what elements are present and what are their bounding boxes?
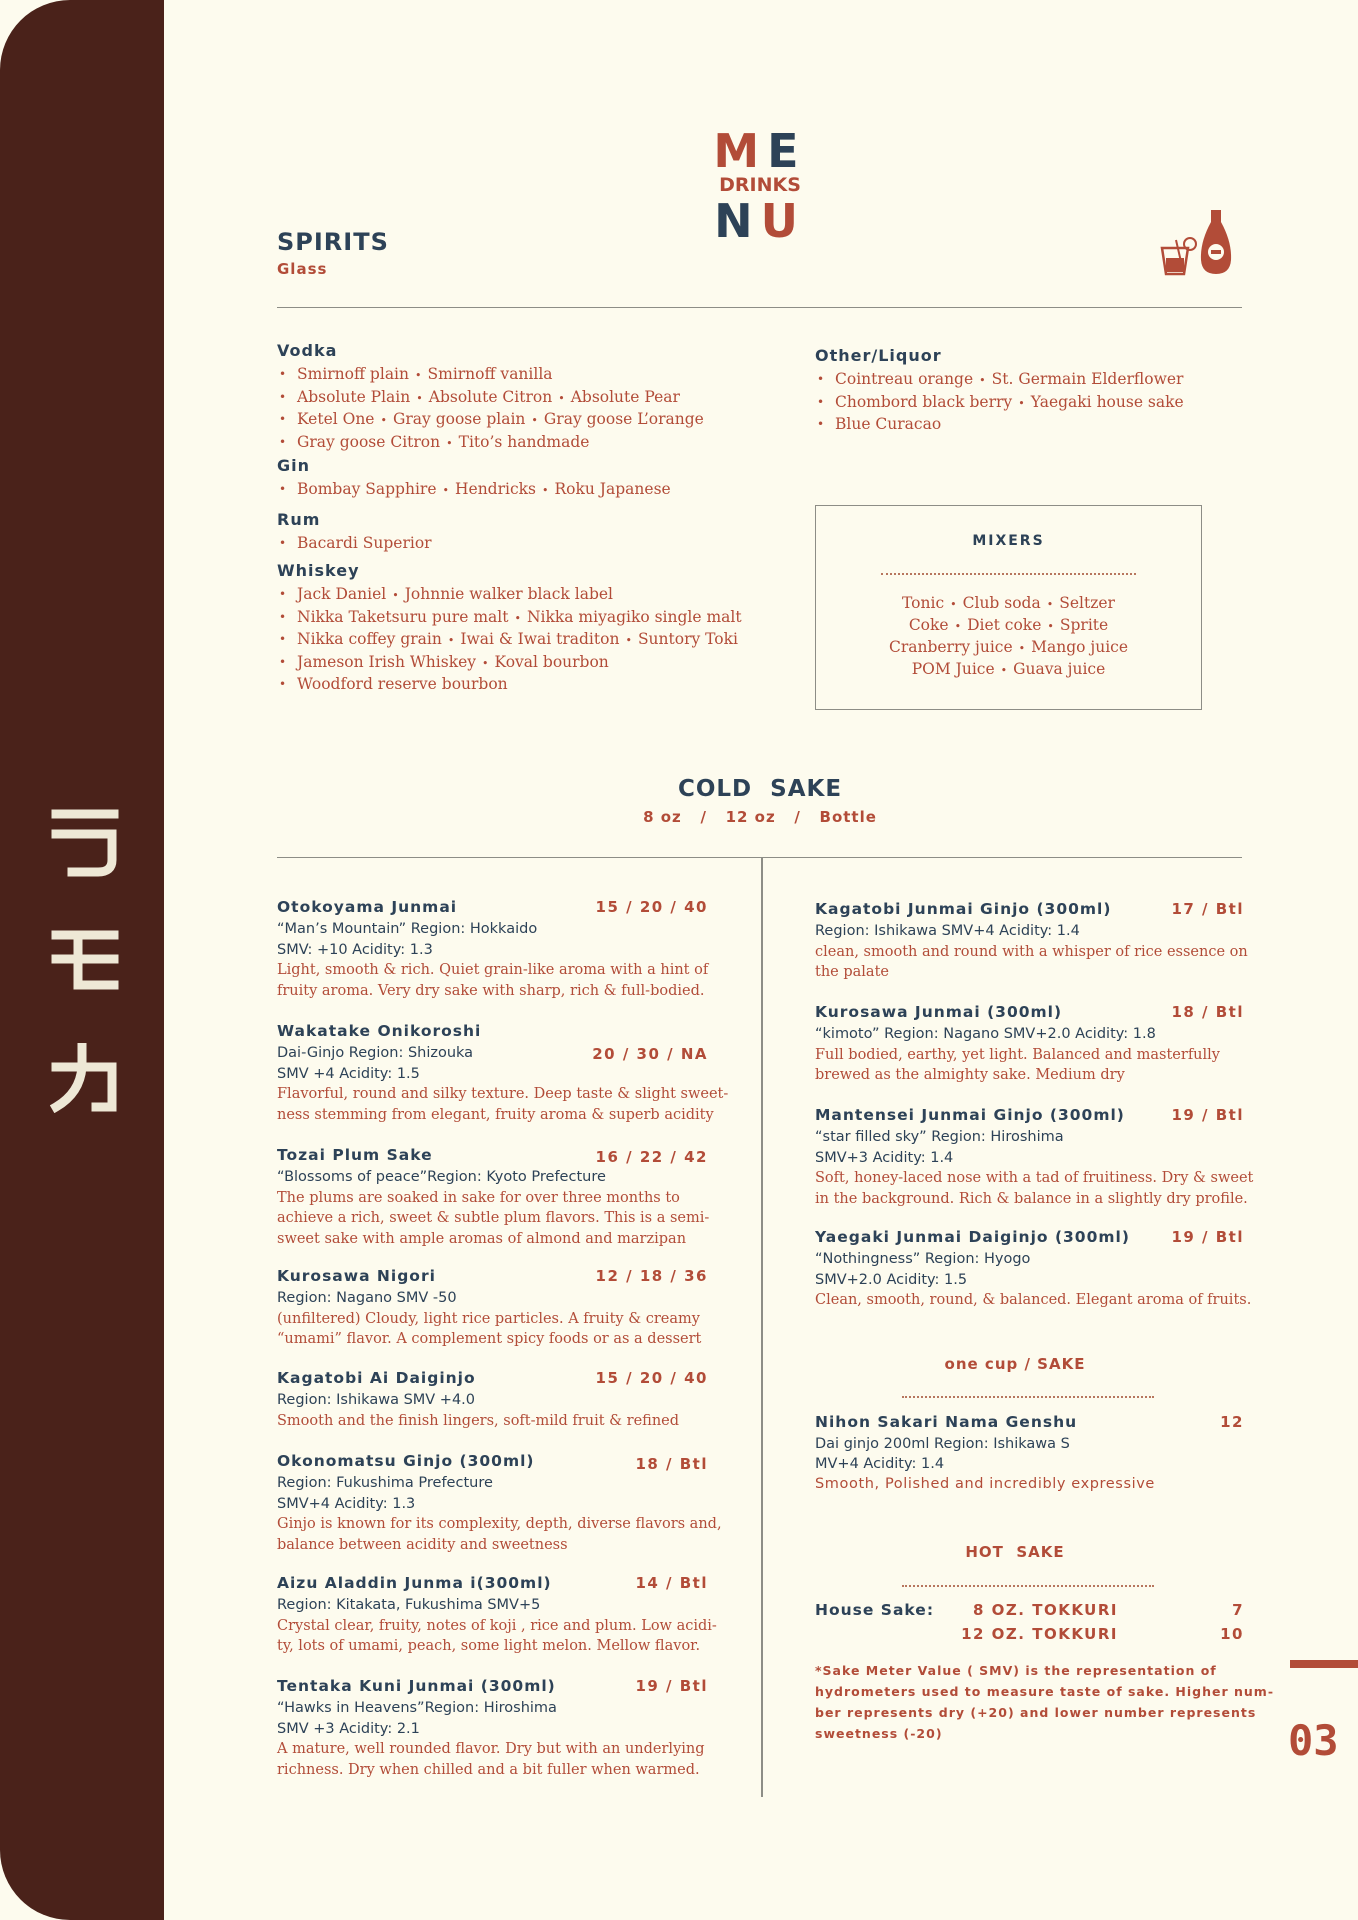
sake-price: 17 / Btl [1171, 900, 1244, 918]
spirit-category [277, 510, 757, 554]
sake-price: 12 / 18 / 36 [595, 1267, 708, 1285]
hot-sake-title: HOT SAKE [965, 1543, 1065, 1561]
sake-price: 18 / Btl [1171, 1003, 1244, 1021]
sake-detail: “Nothingness” Region: Hyogo [815, 1251, 1031, 1267]
sake-description: (unfiltered) Cloudy, light rice particles. A fruity & creamy [277, 1310, 700, 1327]
sake-description: richness. Dry when chilled and a bit fuller when warmed. [277, 1761, 700, 1778]
spirits-right-column [815, 346, 1235, 435]
separator-dot: • [1018, 642, 1026, 655]
spirit-item: Suntory Toki [637, 630, 738, 648]
sake-detail: Region: Nagano SMV -50 [277, 1290, 457, 1306]
sake-detail: “kimoto” Region: Nagano SMV+2.0 Acidity: 1.8 [815, 1026, 1156, 1042]
sake-description: fruity aroma. Very dry sake with sharp, rich & full-bodied. [277, 982, 705, 999]
spirit-item: Gray goose L’orange [543, 410, 704, 428]
spirit-item: Absolute Citron [428, 387, 553, 406]
hot-sake-price-1: 7 [1232, 1601, 1244, 1619]
mixer-item: Mango juice [1031, 638, 1129, 656]
ra-glyph-shape [50, 808, 120, 878]
sake-detail: SMV +3 Acidity: 2.1 [277, 1720, 420, 1737]
sake-description: ness stemming from elegant, fruity aroma & superb acidity [277, 1106, 714, 1123]
spirit-line [277, 364, 757, 387]
separator-dot: • [950, 598, 957, 611]
katakana-ra-glyph [50, 808, 120, 878]
smv-note-line: *Sake Meter Value ( SMV) is the representation of [815, 1663, 1217, 1678]
cocktail-glass-shape [1158, 236, 1198, 276]
sake-name: Kurosawa Nigori [277, 1267, 436, 1285]
separator-dot: • [1046, 598, 1054, 611]
spirit-item: Cointreau orange [835, 370, 974, 388]
sake-description: Crystal clear, fruity, notes of koji , rice and plum. Low acidi- [277, 1617, 717, 1634]
mixers-list [816, 593, 1201, 681]
spirits-subtitle: Glass [277, 260, 328, 278]
logo-bottom-text [714, 194, 806, 248]
logo-letter: U [760, 194, 806, 248]
sake-description: brewed as the almighty sake. Medium dry [815, 1067, 1125, 1083]
separator-dot: • [442, 484, 449, 497]
sake-description: the palate [815, 964, 889, 980]
spirit-line [277, 409, 757, 432]
spirit-line [277, 629, 757, 652]
sake-description: in the background. Rich & balance in a slightly dry profile. [815, 1190, 1248, 1207]
sake-description: balance between acidity and sweetness [277, 1536, 568, 1553]
spirit-item: Johnnie walker black label [404, 585, 613, 603]
sake-detail: Dai-Ginjo Region: Shizouka [277, 1045, 474, 1061]
separator-dot: • [531, 414, 538, 427]
logo-letter: N [714, 194, 761, 248]
sake-description: Ginjo is known for its complexity, depth, diverse flavors and, [277, 1516, 722, 1532]
katakana-ka-glyph [50, 1043, 120, 1113]
sake-price: 19 / Btl [1171, 1228, 1244, 1246]
sake-detail: Region: Kitakata, Fukushima SMV+5 [277, 1597, 541, 1613]
spirit-line [277, 607, 757, 630]
separator-dot: • [380, 414, 387, 427]
sake-name: Aizu Aladdin Junma i(300ml) [277, 1574, 552, 1592]
sake-name: Otokoyama Junmai [277, 898, 458, 916]
spirit-item: Ketel One [297, 410, 375, 428]
logo-top-text [713, 124, 806, 178]
separator-dot: • [625, 634, 632, 647]
separator-dot: • [415, 369, 422, 382]
sake-description: A mature, well rounded flavor. Dry but with an underlying [277, 1741, 705, 1757]
sake-bottle-shape [1198, 208, 1234, 276]
spirit-item: Bombay Sapphire [297, 480, 437, 498]
hot-sake-price-2: 10 [1220, 1625, 1244, 1643]
column-divider [761, 857, 763, 1797]
sake-detail: SMV: +10 Acidity: 1.3 [277, 941, 433, 958]
cold-sake-title: COLD SAKE [677, 776, 843, 802]
sake-detail: Region: Ishikawa SMV+4 Acidity: 1.4 [815, 923, 1080, 939]
sake-description: The plums are soaked in sake for over three months to [277, 1189, 680, 1206]
sake-description: Flavorful, round and silky texture. Deep taste & slight sweet- [277, 1086, 729, 1102]
spirit-item: Gray goose Citron [297, 432, 441, 451]
cocktail-glass-icon [1158, 236, 1198, 276]
mo-glyph-shape [50, 925, 120, 995]
sake-bottle-icon [1198, 208, 1234, 276]
smv-note-line: ber represents dry (+20) and lower number represents [815, 1705, 1257, 1720]
sake-description: achieve a rich, sweet & subtle plum flavors. This is a semi- [277, 1210, 710, 1226]
one-cup-detail-1: Dai ginjo 200ml Region: Ishikawa S [815, 1436, 1070, 1452]
sake-description: ty, lots of umami, peach, some light melon. Mellow flavor. [277, 1638, 701, 1654]
ka-glyph-shape [50, 1043, 120, 1113]
sake-price: 15 / 20 / 40 [595, 898, 708, 916]
spirit-category [277, 561, 757, 695]
spirit-item: Nikka miyagiko single malt [526, 607, 742, 626]
spirit-item: Absolute Plain [297, 387, 411, 406]
logo-letter: M [713, 124, 768, 178]
spirit-line [815, 369, 1235, 392]
separator-dot: • [482, 656, 489, 670]
sake-name: Kagatobi Ai Daiginjo [277, 1369, 476, 1387]
spirit-item: Hendricks [455, 480, 536, 498]
one-cup-detail-2: MV+4 Acidity: 1.4 [815, 1456, 945, 1472]
sake-name: Tozai Plum Sake [277, 1146, 433, 1164]
mixers-title: MIXERS [972, 533, 1045, 549]
page-number-bar [1290, 1660, 1358, 1668]
separator-dot: • [954, 620, 962, 633]
spirit-line [277, 652, 757, 675]
page-number: 03 [1288, 1716, 1339, 1765]
spirit-item: Jameson Irish Whiskey [297, 652, 477, 671]
mixers-dotted-rule [881, 573, 1136, 575]
house-sake-label: House Sake: [815, 1601, 935, 1619]
hot-sake-size-2: 12 OZ. TOKKURI [961, 1625, 1118, 1643]
spirit-line [277, 674, 757, 695]
sake-description: Light, smooth & rich. Quiet grain-like aroma with a hint of [277, 962, 709, 978]
separator-dot: • [1047, 620, 1054, 633]
category-title: Vodka [277, 341, 338, 360]
spirit-item: Absolute Pear [570, 387, 680, 406]
mixer-item: Tonic [902, 594, 945, 612]
separator-dot: • [392, 589, 399, 602]
mixer-item: Cranberry juice [888, 638, 1013, 656]
spirit-item: Woodford reserve bourbon [297, 675, 508, 693]
hot-sake-size-1: 8 OZ. TOKKURI [973, 1601, 1118, 1619]
spirit-item: Smirnoff plain [297, 365, 409, 383]
spirit-category [815, 346, 1235, 435]
spirit-category [277, 456, 757, 502]
logo-letter: E [767, 124, 807, 178]
sake-detail: SMV+4 Acidity: 1.3 [277, 1495, 416, 1512]
sake-description: Full bodied, earthy, yet light. Balanced and masterfully [815, 1046, 1220, 1063]
sake-description: Smooth and the finish lingers, soft-mild fruit & refined [277, 1412, 680, 1429]
separator-dot: • [447, 634, 455, 647]
smv-footnote [815, 1660, 1274, 1744]
logo-drinks: DRINKS [719, 174, 801, 196]
sake-detail: Region: Ishikawa SMV +4.0 [277, 1392, 476, 1408]
sake-detail: “Blossoms of peace”Region: Kyoto Prefecture [277, 1169, 606, 1185]
mixer-line [816, 593, 1201, 615]
sake-name: Okonomatsu Ginjo (300ml) [277, 1452, 535, 1470]
spirit-item: Iwai & Iwai traditon [460, 630, 620, 648]
sake-name: Tentaka Kuni Junmai (300ml) [277, 1677, 556, 1695]
spirit-item: St. Germain Elderflower [991, 370, 1184, 388]
mixer-item: Coke [908, 616, 949, 634]
separator-dot: • [446, 436, 453, 450]
sake-detail: “Man’s Mountain” Region: Hokkaido [277, 921, 538, 937]
sake-detail: SMV+3 Acidity: 1.4 [815, 1149, 954, 1166]
spirit-item: Yaegaki house sake [1030, 392, 1184, 411]
category-title: Rum [277, 509, 321, 529]
spirit-item: Koval bourbon [494, 652, 609, 671]
menu-logo [700, 124, 820, 248]
spirit-line [277, 533, 757, 554]
sake-detail: “star filled sky” Region: Hiroshima [815, 1129, 1064, 1145]
one-cup-price: 12 [1220, 1413, 1244, 1431]
smv-note-line: hydrometers used to measure taste of sake. Higher num- [815, 1684, 1275, 1699]
hot-sake-dotted-rule [902, 1585, 1154, 1587]
category-list [815, 369, 1235, 435]
sake-name: Mantensei Junmai Ginjo (300ml) [815, 1106, 1125, 1124]
sake-price: 16 / 22 / 42 [595, 1148, 708, 1166]
mixers-box [815, 505, 1202, 710]
mixer-item: Club soda [962, 594, 1041, 612]
category-title: Whiskey [277, 561, 360, 580]
mixer-item: Seltzer [1059, 594, 1115, 612]
spirit-item: Smirnoff vanilla [427, 365, 553, 383]
mixer-item: Diet coke [967, 616, 1042, 634]
smv-note-line: sweetness (-20) [815, 1726, 943, 1741]
category-list [277, 364, 757, 454]
spirit-item: Gray goose plain [393, 410, 526, 428]
sake-detail: SMV +4 Acidity: 1.5 [277, 1065, 420, 1082]
spirit-line [277, 584, 757, 607]
sake-detail: Region: Fukushima Prefecture [277, 1475, 493, 1491]
sake-name: Kagatobi Junmai Ginjo (300ml) [815, 900, 1112, 918]
sake-description: clean, smooth and round with a whisper of rice essence on [815, 943, 1248, 960]
one-cup-dotted-rule [902, 1396, 1154, 1398]
spirits-title: SPIRITS [277, 228, 389, 256]
separator-dot: • [542, 484, 549, 497]
spirit-line [277, 432, 757, 455]
category-list [277, 533, 757, 554]
spirit-line [277, 387, 757, 410]
spirit-item: Tito’s handmade [458, 432, 590, 451]
sake-price: 19 / Btl [1171, 1106, 1244, 1124]
spirit-item: Chombord black berry [835, 392, 1013, 411]
category-title: Other/Liquor [815, 346, 942, 365]
spirits-divider [277, 307, 1242, 308]
one-cup-name: Nihon Sakari Nama Genshu [815, 1413, 1078, 1431]
sake-detail: “Hawks in Heavens”Region: Hiroshima [277, 1700, 557, 1716]
spirit-item: Jack Daniel [297, 585, 387, 603]
separator-dot: • [558, 391, 565, 405]
one-cup-description: Smooth, Polished and incredibly expressive [815, 1476, 1155, 1492]
sake-description: Clean, smooth, round, & balanced. Elegant aroma of fruits. [815, 1292, 1252, 1308]
spirit-category [277, 341, 757, 454]
mixer-line [816, 659, 1201, 681]
spirit-item: Nikka coffey grain [297, 630, 442, 648]
separator-dot: • [416, 391, 423, 405]
katakana-mo-glyph [50, 925, 120, 995]
spirit-item: Roku Japanese [554, 480, 671, 498]
sake-price: 20 / 30 / NA [592, 1045, 708, 1063]
mixer-line [816, 637, 1201, 659]
category-list [277, 584, 757, 695]
mixer-item: POM Juice [911, 660, 995, 678]
sake-description: “umami” flavor. A complement spicy foods or as a dessert [277, 1331, 702, 1347]
sake-description: sweet sake with ample aromas of almond and marzipan [277, 1230, 687, 1247]
spirit-line [815, 414, 1235, 435]
sake-name: Yaegaki Junmai Daiginjo (300ml) [815, 1228, 1130, 1246]
category-list [277, 479, 757, 502]
spirit-item: Bacardi Superior [297, 533, 432, 552]
sake-price: 14 / Btl [635, 1574, 708, 1592]
spirit-item: Nikka Taketsuru pure malt [297, 607, 509, 626]
logo-bottom [700, 194, 820, 248]
separator-dot: • [1018, 396, 1025, 410]
spirit-line [815, 392, 1235, 415]
sake-name: Wakatake Onikoroshi [277, 1022, 482, 1040]
one-cup-title: one cup / SAKE [944, 1355, 1086, 1373]
spirits-left-column [277, 341, 757, 695]
sake-price: 15 / 20 / 40 [595, 1369, 708, 1387]
mixer-item: Guava juice [1013, 660, 1106, 678]
sake-description: Soft, honey-laced nose with a tad of fruitiness. Dry & sweet [815, 1170, 1254, 1186]
cold-sake-subtitle: 8 oz / 12 oz / Bottle [643, 808, 877, 826]
logo-top [700, 124, 820, 178]
category-title: Gin [277, 456, 311, 475]
sake-price: 18 / Btl [635, 1455, 708, 1473]
separator-dot: • [514, 611, 521, 625]
sake-detail: SMV+2.0 Acidity: 1.5 [815, 1271, 968, 1288]
spirit-item: Blue Curacao [835, 415, 942, 433]
separator-dot: • [1000, 664, 1008, 677]
sake-price: 19 / Btl [635, 1677, 708, 1695]
mixer-line [816, 615, 1201, 637]
sake-name: Kurosawa Junmai (300ml) [815, 1003, 1063, 1021]
mixer-item: Sprite [1059, 616, 1109, 634]
spirit-line [277, 479, 757, 502]
separator-dot: • [979, 374, 986, 387]
cold-sake-divider [277, 857, 1242, 858]
